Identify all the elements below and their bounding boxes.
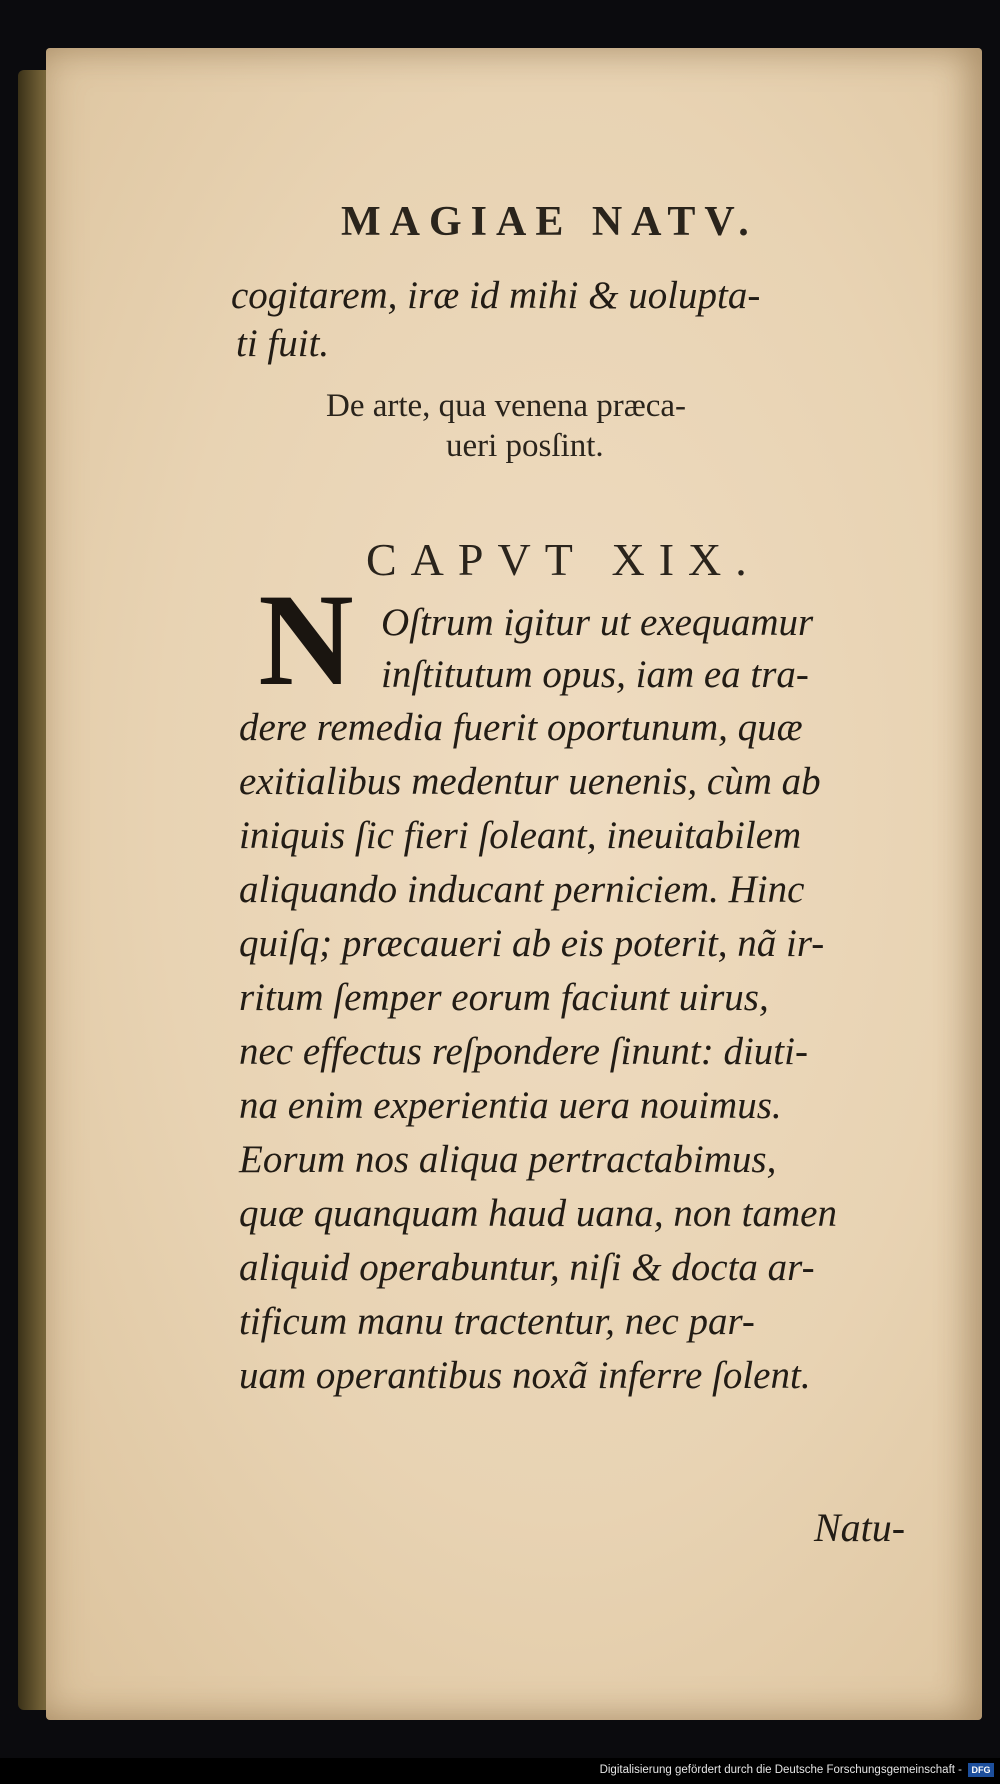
- body-line-14: tificum manu tractentur, nec par-: [239, 1300, 755, 1343]
- body-line-3: dere remedia fuerit oportunum, quæ: [239, 706, 803, 749]
- running-head: MAGIAE NATV.: [341, 199, 758, 245]
- continuation-line-1: cogitarem, iræ id mihi & uolupta-: [231, 274, 761, 317]
- body-line-13: aliquid operabuntur, niſi & docta ar-: [239, 1246, 815, 1289]
- chapter-heading: CAPVT XIX.: [366, 534, 761, 585]
- body-line-11: Eorum nos aliqua pertractabimus,: [239, 1138, 777, 1181]
- book-page: [46, 48, 982, 1720]
- digitization-footer: [0, 1758, 1000, 1784]
- catchword: Natu-: [814, 1505, 906, 1550]
- body-line-5: iniquis ſic fieri ſoleant, ineuitabilem: [239, 814, 802, 857]
- continuation-line-2: ti fuit.: [236, 322, 330, 365]
- body-line-1: Oſtrum igitur ut exequamur: [381, 601, 814, 644]
- body-line-10: na enim experientia uera nouimus.: [239, 1084, 782, 1127]
- page-text: [46, 48, 982, 1720]
- body-line-9: nec effectus reſpondere ſinunt: diuti-: [239, 1030, 808, 1073]
- body-line-12: quæ quanquam haud uana, non tamen: [239, 1192, 837, 1235]
- funding-credit: Digitalisierung gefördert durch die Deutsche Forschungsgemeinschaft -: [599, 1764, 962, 1776]
- body-line-7: quiſq; præcaueri ab eis poterit, nã ir-: [239, 922, 825, 965]
- dfg-logo: DFG: [968, 1763, 994, 1777]
- body-line-2: inſtitutum opus, iam ea tra-: [381, 653, 809, 696]
- body-line-4: exitialibus medentur uenenis, cùm ab: [239, 760, 821, 803]
- section-heading-line-2: ueri posſint.: [446, 428, 604, 464]
- drop-cap-initial: N: [258, 566, 354, 713]
- section-heading-line-1: De arte, qua venena præca-: [326, 388, 687, 424]
- body-line-8: ritum ſemper eorum faciunt uirus,: [239, 976, 769, 1019]
- body-line-6: aliquando inducant perniciem. Hinc: [239, 868, 805, 911]
- body-line-15: uam operantibus noxã inferre ſolent.: [239, 1354, 811, 1397]
